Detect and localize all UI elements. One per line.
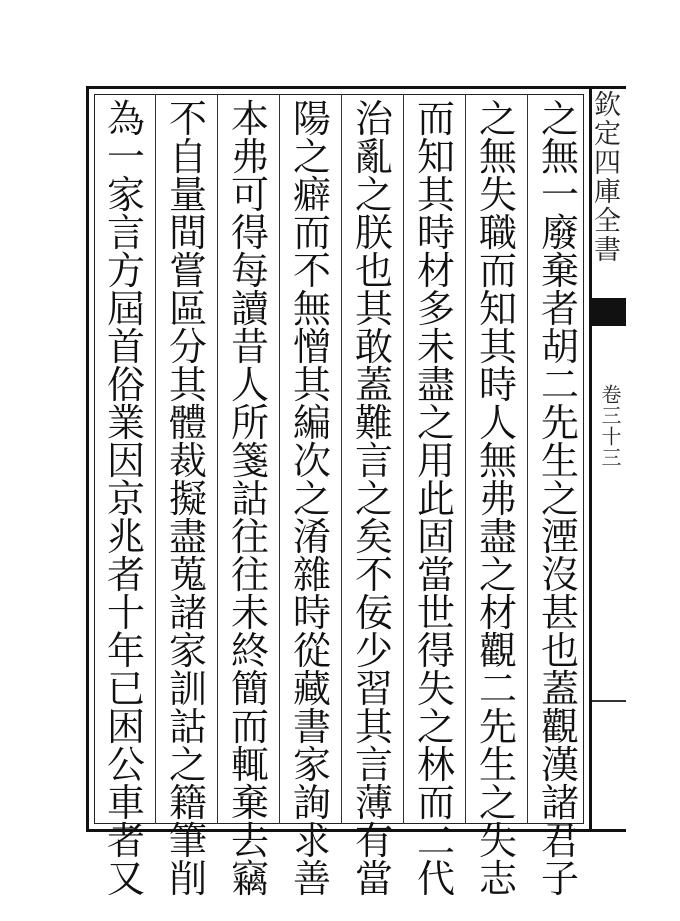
text-glyph: 君 [540, 819, 579, 863]
text-glyph: 沒 [540, 553, 579, 597]
text-glyph: 漢 [540, 743, 579, 787]
text-glyph: 代 [416, 857, 455, 901]
text-glyph: 蓋 [354, 363, 393, 407]
text-glyph: 屆 [106, 287, 145, 331]
text-glyph: 蒐 [168, 553, 207, 597]
text-glyph: 無 [478, 439, 517, 483]
margin-divider [592, 700, 626, 702]
text-glyph: 之 [540, 477, 579, 521]
text-glyph: 自 [168, 135, 207, 179]
text-glyph: 家 [106, 173, 145, 217]
text-glyph: 用 [416, 439, 455, 483]
text-glyph: 者 [106, 819, 145, 863]
text-glyph: 人 [478, 401, 517, 445]
text-glyph: 觀 [478, 629, 517, 673]
text-glyph: 湮 [540, 515, 579, 559]
text-glyph: 弗 [230, 135, 269, 179]
text-glyph: 箋 [230, 439, 269, 483]
text-column-2 [468, 97, 528, 901]
text-glyph: 知 [478, 287, 517, 331]
text-glyph: 生 [540, 439, 579, 483]
text-glyph: 體 [168, 401, 207, 445]
text-column-6 [220, 97, 280, 901]
text-column-3 [406, 97, 466, 901]
text-glyph: 所 [230, 401, 269, 445]
text-glyph: 時 [478, 363, 517, 407]
text-glyph: 癖 [292, 173, 331, 217]
text-glyph: 其 [354, 705, 393, 749]
text-glyph: 當 [354, 857, 393, 901]
text-glyph: 未 [416, 325, 455, 369]
text-glyph: 亂 [354, 135, 393, 179]
text-glyph: 盡 [478, 515, 517, 559]
text-glyph: 而 [230, 705, 269, 749]
text-glyph: 諸 [168, 591, 207, 635]
text-glyph: 當 [416, 553, 455, 597]
text-glyph: 京 [106, 477, 145, 521]
text-glyph: 淆 [292, 515, 331, 559]
text-glyph: 子 [540, 857, 579, 901]
text-glyph: 蓋 [540, 667, 579, 711]
text-glyph: 得 [230, 211, 269, 255]
text-glyph: 善 [292, 857, 331, 901]
text-glyph: 朕 [354, 211, 393, 255]
text-glyph: 詁 [230, 477, 269, 521]
text-column-5 [282, 97, 342, 901]
text-glyph: 之 [354, 173, 393, 217]
text-glyph: 者 [106, 553, 145, 597]
text-glyph: 無 [478, 135, 517, 179]
text-glyph: 裁 [168, 439, 207, 483]
text-glyph: 時 [292, 591, 331, 635]
text-glyph: 陽 [292, 97, 331, 141]
text-glyph: 區 [168, 287, 207, 331]
text-glyph: 往 [230, 553, 269, 597]
text-column-1 [530, 97, 590, 901]
text-glyph: 其 [354, 287, 393, 331]
text-glyph: 之 [478, 553, 517, 597]
text-glyph: 先 [540, 401, 579, 445]
text-glyph: 憎 [292, 325, 331, 369]
text-glyph: 二 [478, 667, 517, 711]
text-glyph: 其 [416, 173, 455, 217]
text-glyph: 方 [106, 249, 145, 293]
text-glyph: 籍 [168, 781, 207, 825]
text-glyph: 之 [416, 401, 455, 445]
text-glyph: 時 [416, 211, 455, 255]
text-glyph: 林 [416, 743, 455, 787]
text-glyph: 言 [354, 743, 393, 787]
text-glyph: 筆 [168, 819, 207, 863]
text-glyph: 固 [416, 515, 455, 559]
text-glyph: 公 [106, 743, 145, 787]
text-glyph: 胡 [540, 325, 579, 369]
text-glyph: 書 [292, 705, 331, 749]
text-glyph: 雜 [292, 553, 331, 597]
text-glyph: 詁 [168, 705, 207, 749]
text-glyph: 言 [354, 439, 393, 483]
text-glyph: 棄 [540, 249, 579, 293]
text-glyph: 其 [168, 363, 207, 407]
text-glyph: 其 [478, 325, 517, 369]
text-glyph: 嘗 [168, 249, 207, 293]
text-glyph: 材 [478, 591, 517, 635]
text-glyph: 本 [230, 97, 269, 141]
text-glyph: 削 [168, 857, 207, 901]
text-glyph: 首 [106, 325, 145, 369]
text-glyph: 之 [416, 705, 455, 749]
text-glyph: 之 [478, 97, 517, 141]
text-glyph: 此 [416, 477, 455, 521]
text-glyph: 讀 [230, 287, 269, 331]
text-glyph: 觀 [540, 705, 579, 749]
text-glyph: 失 [478, 173, 517, 217]
text-glyph: 而 [416, 97, 455, 141]
text-glyph: 人 [230, 363, 269, 407]
text-glyph: 兆 [106, 515, 145, 559]
text-glyph: 盡 [168, 515, 207, 559]
text-glyph: 志 [478, 857, 517, 901]
text-glyph: 次 [292, 439, 331, 483]
text-glyph: 二 [540, 363, 579, 407]
text-glyph: 盡 [416, 363, 455, 407]
text-glyph: 竊 [230, 857, 269, 901]
text-glyph: 矣 [354, 515, 393, 559]
text-glyph: 又 [106, 857, 145, 901]
text-glyph: 因 [106, 439, 145, 483]
text-glyph: 材 [416, 249, 455, 293]
text-glyph: 訓 [168, 667, 207, 711]
text-glyph: 已 [106, 667, 145, 711]
text-glyph: 擬 [168, 477, 207, 521]
text-glyph: 而 [292, 211, 331, 255]
text-glyph: 不 [292, 249, 331, 293]
text-glyph: 也 [540, 629, 579, 673]
text-glyph: 生 [478, 743, 517, 787]
text-glyph: 職 [478, 211, 517, 255]
text-glyph: 之 [292, 135, 331, 179]
text-glyph: 從 [292, 629, 331, 673]
fishtail-mark [592, 298, 626, 326]
text-glyph: 諸 [540, 781, 579, 825]
text-glyph: 業 [106, 401, 145, 445]
text-glyph: 而 [478, 249, 517, 293]
text-glyph: 車 [106, 781, 145, 825]
text-glyph: 可 [230, 173, 269, 217]
text-glyph: 簡 [230, 667, 269, 711]
text-glyph: 之 [168, 743, 207, 787]
text-glyph: 薄 [354, 781, 393, 825]
text-glyph: 不 [354, 553, 393, 597]
text-glyph: 難 [354, 401, 393, 445]
text-glyph: 未 [230, 591, 269, 635]
text-glyph: 少 [354, 629, 393, 673]
text-glyph: 其 [292, 363, 331, 407]
text-glyph: 分 [168, 325, 207, 369]
text-glyph: 敢 [354, 325, 393, 369]
text-glyph: 終 [230, 629, 269, 673]
text-glyph: 二 [416, 819, 455, 863]
text-glyph: 十 [106, 591, 145, 635]
text-column-4 [344, 97, 404, 901]
margin-book-title: 欽定四庫全書 [589, 90, 620, 264]
text-glyph: 一 [540, 173, 579, 217]
text-glyph: 無 [292, 287, 331, 331]
text-glyph: 為 [106, 97, 145, 141]
text-glyph: 一 [106, 135, 145, 179]
text-glyph: 失 [416, 667, 455, 711]
text-glyph: 之 [478, 781, 517, 825]
text-glyph: 弗 [478, 477, 517, 521]
text-glyph: 治 [354, 97, 393, 141]
text-glyph: 棄 [230, 781, 269, 825]
text-glyph: 失 [478, 819, 517, 863]
text-glyph: 俗 [106, 363, 145, 407]
text-glyph: 有 [354, 819, 393, 863]
text-glyph: 量 [168, 173, 207, 217]
text-glyph: 輒 [230, 743, 269, 787]
text-glyph: 先 [478, 705, 517, 749]
text-column-8 [96, 97, 156, 901]
text-glyph: 知 [416, 135, 455, 179]
text-glyph: 詢 [292, 781, 331, 825]
text-glyph: 言 [106, 211, 145, 255]
text-glyph: 無 [540, 135, 579, 179]
text-glyph: 每 [230, 249, 269, 293]
text-glyph: 廢 [540, 211, 579, 255]
text-glyph: 昔 [230, 325, 269, 369]
text-glyph: 多 [416, 287, 455, 331]
text-column-7 [158, 97, 218, 901]
text-glyph: 不 [168, 97, 207, 141]
text-glyph: 家 [292, 743, 331, 787]
text-glyph: 習 [354, 667, 393, 711]
text-glyph: 甚 [540, 591, 579, 635]
text-glyph: 往 [230, 515, 269, 559]
text-glyph: 求 [292, 819, 331, 863]
text-glyph: 也 [354, 249, 393, 293]
text-glyph: 年 [106, 629, 145, 673]
text-glyph: 之 [540, 97, 579, 141]
text-glyph: 去 [230, 819, 269, 863]
text-glyph: 世 [416, 591, 455, 635]
text-glyph: 而 [416, 781, 455, 825]
text-glyph: 得 [416, 629, 455, 673]
text-glyph: 家 [168, 629, 207, 673]
text-glyph: 編 [292, 401, 331, 445]
text-glyph: 者 [540, 287, 579, 331]
text-glyph: 間 [168, 211, 207, 255]
text-glyph: 之 [354, 477, 393, 521]
text-glyph: 藏 [292, 667, 331, 711]
text-glyph: 佞 [354, 591, 393, 635]
text-glyph: 之 [292, 477, 331, 521]
margin-juan-label: 卷三十三 [598, 384, 622, 468]
text-glyph: 困 [106, 705, 145, 749]
